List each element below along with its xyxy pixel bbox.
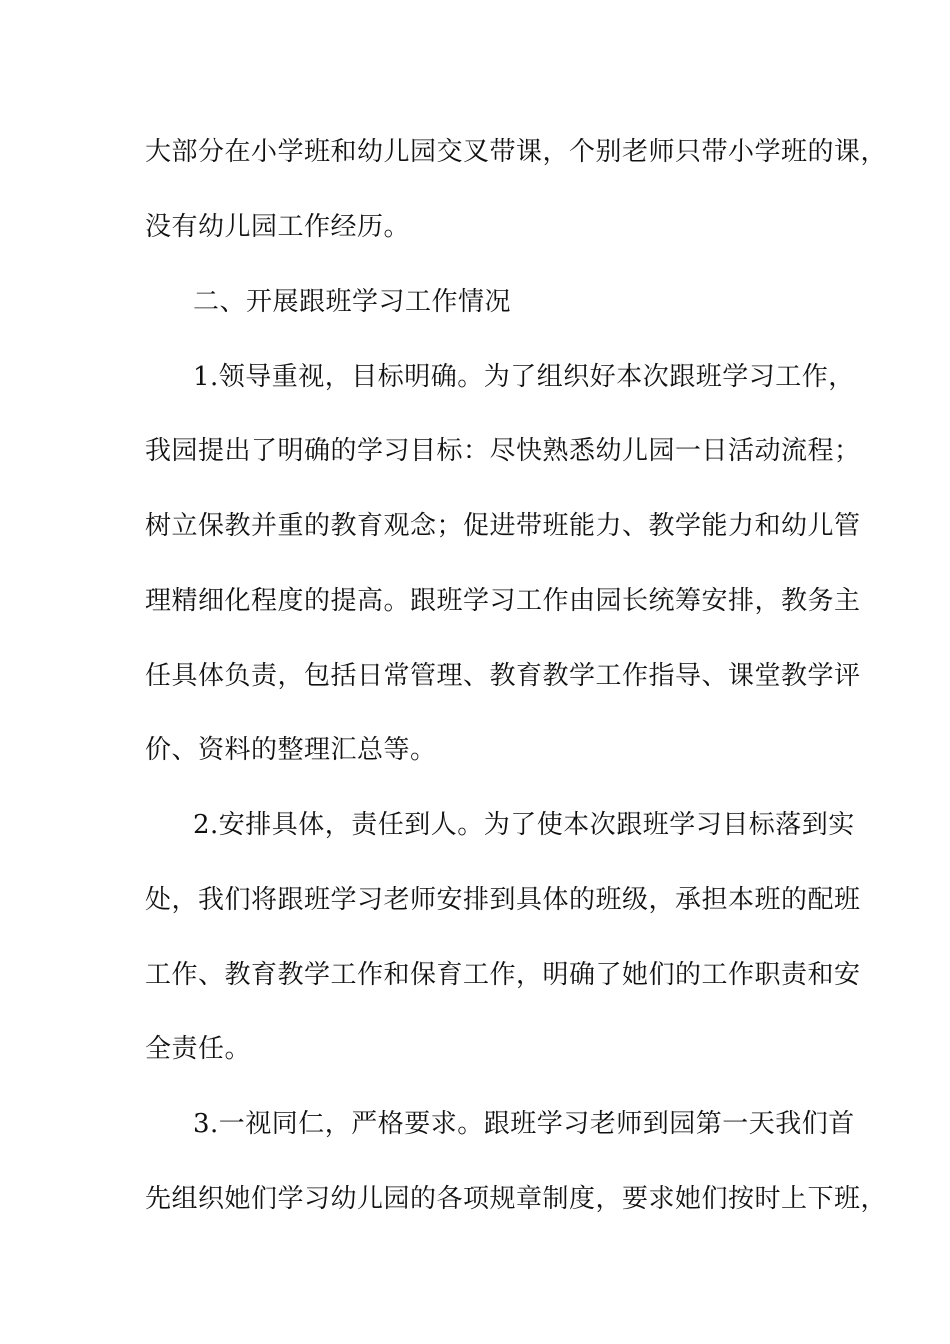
text-line: 理精细化程度的提高。跟班学习工作由园长统筹安排，教务主 <box>145 586 861 616</box>
text-line: 价、资料的整理汇总等。 <box>145 735 437 765</box>
text-line: 没有幼儿园工作经历。 <box>145 212 411 242</box>
text-line: 我园提出了明确的学习目标：尽快熟悉幼儿园一日活动流程； <box>145 436 861 466</box>
text-line: 大部分在小学班和幼儿园交叉带课，个别老师只带小学班的课， <box>145 137 888 167</box>
text-line: 全责任。 <box>145 1034 252 1064</box>
text-line: 3.一视同仁，严格要求。跟班学习老师到园第一天我们首 <box>193 1109 855 1139</box>
text-line: 任具体负责，包括日常管理、教育教学工作指导、课堂教学评 <box>145 661 861 691</box>
text-line: 先组织她们学习幼儿园的各项规章制度，要求她们按时上下班， <box>145 1184 888 1214</box>
section-heading: 二、开展跟班学习工作情况 <box>193 287 512 317</box>
text-line: 2.安排具体，责任到人。为了使本次跟班学习目标落到实 <box>193 810 855 840</box>
text-line: 1.领导重视，目标明确。为了组织好本次跟班学习工作， <box>193 362 855 392</box>
text-line: 工作、教育教学工作和保育工作，明确了她们的工作职责和安 <box>145 960 861 990</box>
text-line: 处，我们将跟班学习老师安排到具体的班级，承担本班的配班 <box>145 885 861 915</box>
text-line: 树立保教并重的教育观念；促进带班能力、教学能力和幼儿管 <box>145 511 861 541</box>
